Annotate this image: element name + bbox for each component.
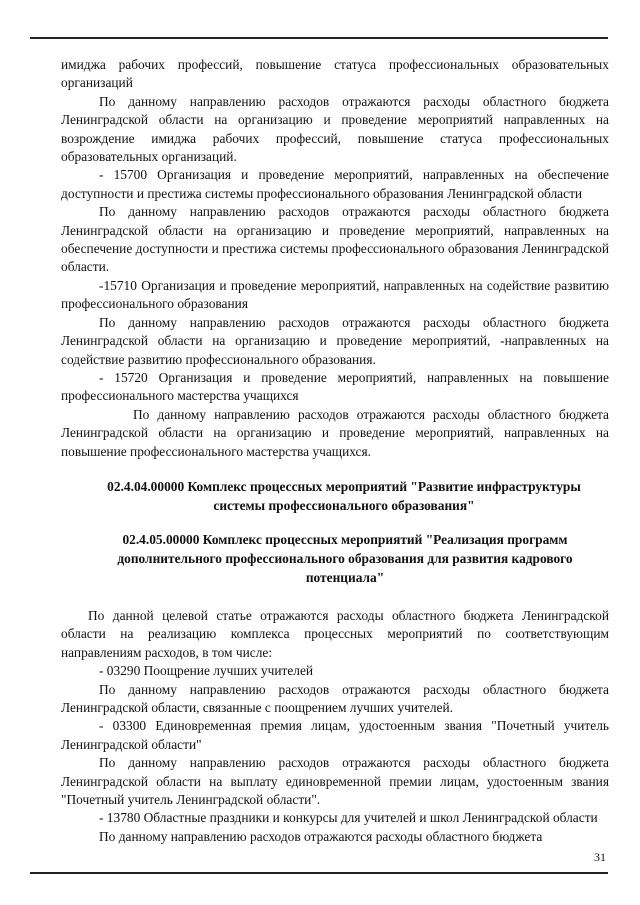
paragraph: По данному направлению расходов отражаются расходы областного бюджета Ленинградской области на организацию и проведение мероприятий, направленных на повышение профессионального мастерства учащихся. (61, 406, 609, 459)
list-item: - 15720 Организация и проведение мероприятий, направленных на повышение профессионального мастерства учащихся (61, 369, 609, 404)
paragraph: имиджа рабочих профессий, повышение статуса профессиональных образовательных организаций (61, 57, 609, 91)
spacer (61, 587, 609, 602)
paragraph: По данному направлению расходов отражаются расходы областного бюджета (99, 828, 543, 844)
list-item: -15710 Организация и проведение мероприятий, направленных на содействие развитию профессионального образования (61, 277, 609, 312)
section-heading: 02.4.04.00000 Комплекс процессных мероприятий "Развитие инфраструктуры системы профессионального образования" (107, 478, 581, 513)
page-number: 31 (594, 850, 606, 864)
paragraph: По данной целевой статье отражаются расходы областного бюджета Ленинградской области на реализацию комплекса процессных мероприятий по соответствующим направлениям расходов, в том числе: (61, 607, 609, 660)
list-item: - 03290 Поощрение лучших учителей (99, 663, 314, 679)
paragraph: По данному направлению расходов отражаются расходы областного бюджета Ленинградской области на выплату единовременной премии лицам, удостоенным звания "Почетный учитель Ленинградской области". (61, 755, 609, 807)
section-heading: 02.4.05.00000 Комплекс процессных мероприятий "Реализация программ дополнительного профессионального образования для развития кадрового потенциала" (117, 531, 573, 585)
document-body (61, 56, 609, 846)
list-item: - 13780 Областные праздники и конкурсы для учителей и школ Ленинградской области (99, 810, 598, 826)
paragraph: По данному направлению расходов отражаются расходы областного бюджета Ленинградской области, связанные с поощрением лучших учителей. (61, 681, 609, 715)
paragraph: По данному направлению расходов отражаются расходы областного бюджета Ленинградской области на организацию и проведение мероприятий направленных на возрождение имиджа рабочих профессий, повышение статуса профессиональных образовательных организаций. (61, 93, 609, 165)
bottom-border-line (30, 872, 608, 874)
paragraph: По данному направлению расходов отражаются расходы областного бюджета Ленинградской области на организацию и проведение мероприятий, направленных на обеспечение доступности и престижа системы профессионального образования Ленинградской области. (61, 204, 609, 275)
list-item: - 15700 Организация и проведение мероприятий, направленных на обеспечение доступности и престижа системы профессионального образования Ленинградской области (61, 167, 609, 201)
list-item: - 03300 Единовременная премия лицам, удостоенным звания "Почетный учитель Ленинградской области" (61, 718, 609, 752)
paragraph: По данному направлению расходов отражаются расходы областного бюджета Ленинградской области на организацию и проведение мероприятий, -направленных на содействие развитию профессионального образования. (61, 314, 609, 367)
top-border-line (30, 37, 608, 39)
